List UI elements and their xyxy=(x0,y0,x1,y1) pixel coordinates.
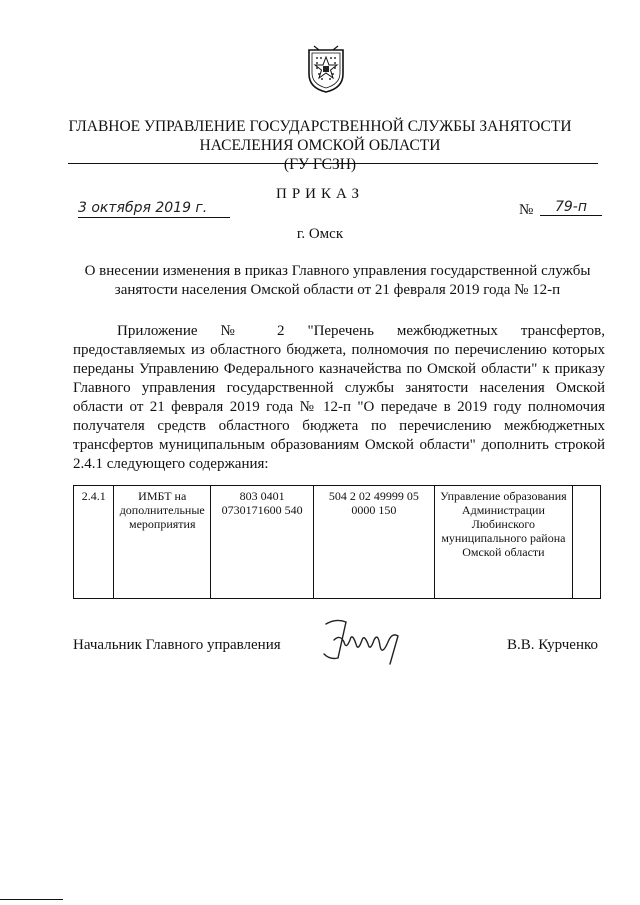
signatory-name: В.В. Курченко xyxy=(507,637,599,653)
transfers-table xyxy=(73,485,601,599)
row-code2-cell: 504 2 02 49999 05 0000 150 xyxy=(314,486,435,599)
order-number: 79-п xyxy=(540,199,602,216)
signatory-title: Начальник Главного управления xyxy=(73,637,281,653)
org-abbreviation: (ГУ ГСЗН) xyxy=(283,156,357,173)
order-title: ПРИКАЗ xyxy=(276,186,364,202)
order-city: г. Омск xyxy=(296,226,344,242)
organization-header xyxy=(0,117,640,174)
row-recipient-cell: Управление образования Администрации Любинского муниципального района Омской области xyxy=(434,486,573,599)
order-date: 3 октября 2019 г. xyxy=(78,200,230,218)
order-body-text: Приложение № 2 "Перечень межбюджетных трансфертов, предоставляемых из областного бюджета, полномочия по перечислению которых переданы Управлению Федерального казначейства по Омской области" к приказу Главного управления государственной службы занятости населения Омской области от 21 февраля 2019 года № 12-п "О передаче в 2019 году полномочия получателя средств областного бюджета по перечислению межбюджетных трансфертов муниципальным образованиям Омской области" дополнить строкой 2.4.1 следующего содержания: xyxy=(73,323,605,472)
order-subject: О внесении изменения в приказ Главного управления государственной службы занятости населения Омской области от 21 февраля 2019 года № 12-п xyxy=(84,263,591,298)
coat-of-arms-icon xyxy=(303,44,349,94)
handwritten-signature xyxy=(316,614,406,670)
row-name-cell: ИМБТ на дополнительные мероприятия xyxy=(114,486,211,599)
org-name-line-1: ГЛАВНОЕ УПРАВЛЕНИЕ ГОСУДАРСТВЕННОЙ СЛУЖБЫ ЗАНЯТОСТИ xyxy=(68,118,572,135)
table-row xyxy=(74,486,601,599)
row-code1-cell: 803 0401 0730171600 540 xyxy=(211,486,314,599)
header-divider xyxy=(68,163,598,164)
order-number-label: № xyxy=(519,202,534,218)
footer-rule xyxy=(0,899,63,900)
org-name-line-2: НАСЕЛЕНИЯ ОМСКОЙ ОБЛАСТИ xyxy=(199,137,441,154)
row-number-cell: 2.4.1 xyxy=(74,486,114,599)
row-extra-cell xyxy=(573,486,601,599)
